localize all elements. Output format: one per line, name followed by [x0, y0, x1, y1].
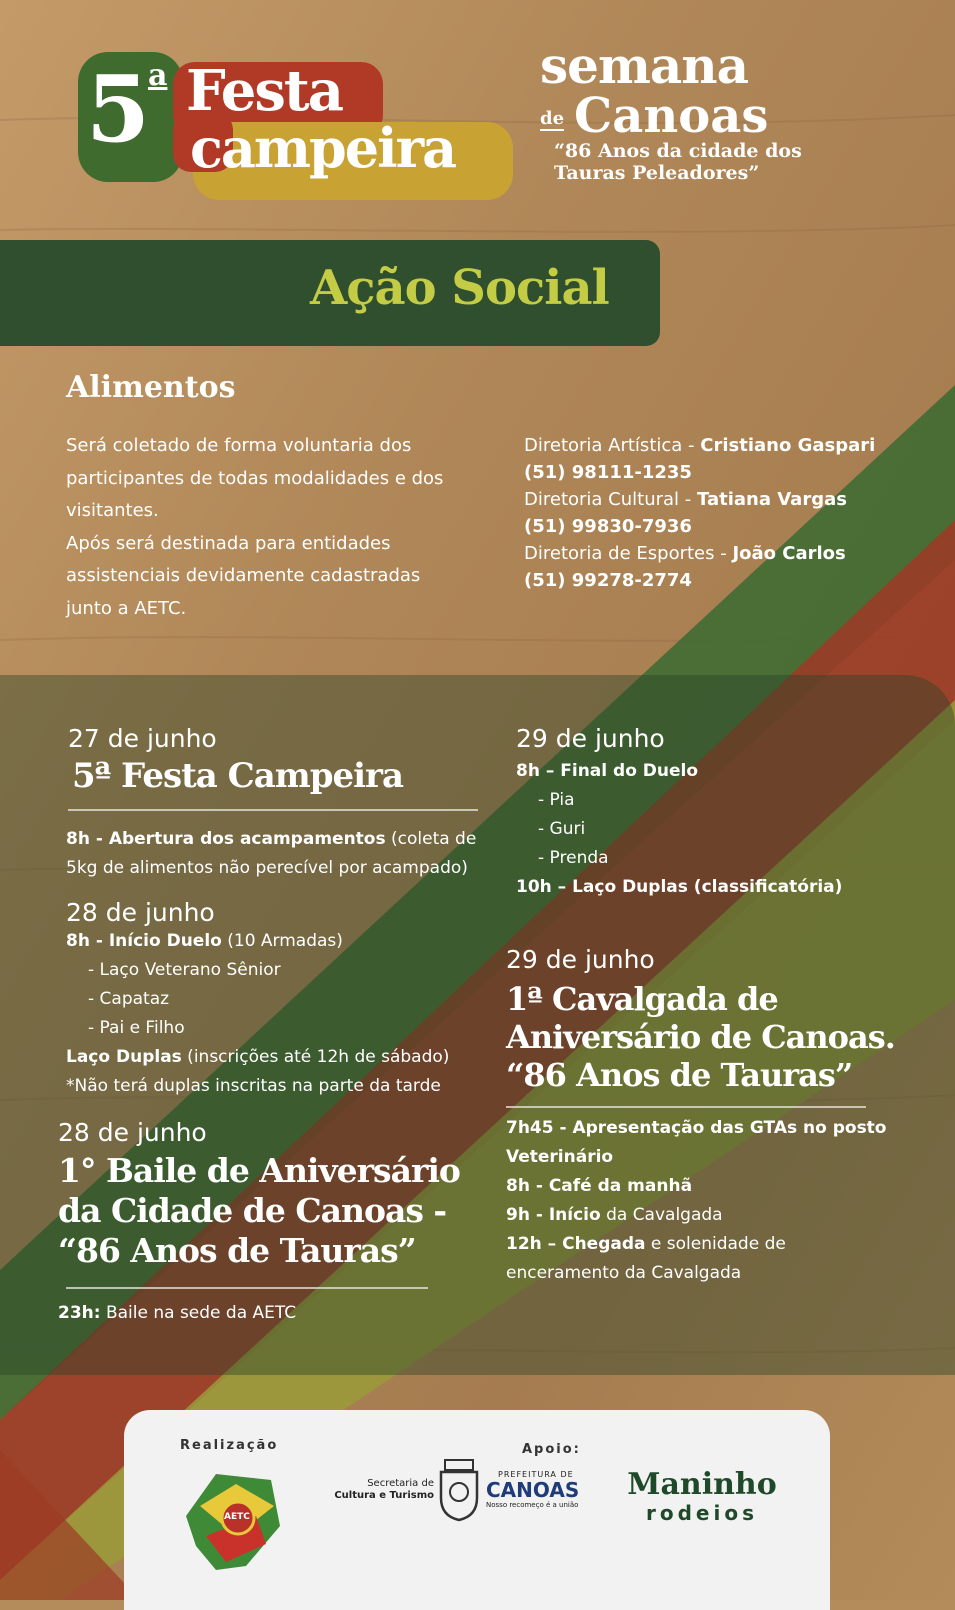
schedule-day-28: [66, 898, 526, 1101]
aetc-logo: [176, 1466, 286, 1576]
desc-line: participantes de todas modalidades e dos: [66, 467, 444, 489]
contact-name: João Carlos: [732, 543, 846, 564]
divider: [68, 809, 478, 811]
contact-phone[interactable]: (51) 99830-7936: [524, 516, 692, 537]
sponsors-footer: [124, 1410, 830, 1610]
maninho-rodeios-logo: [622, 1468, 782, 1524]
secretaria-line1: Secretaria de: [367, 1478, 434, 1489]
day-date: 29 de junho: [506, 945, 655, 974]
alimentos-heading: Alimentos: [66, 370, 236, 405]
divider: [506, 1106, 866, 1108]
item-line2: enceramento da Cavalgada: [506, 1263, 742, 1283]
sub-item: - Pai e Filho: [88, 1018, 185, 1038]
schedule-day-27: [68, 724, 488, 811]
item: 8h – Final do Duelo: [516, 761, 699, 781]
canoas-word: Canoas: [574, 88, 769, 144]
semana-word: semana: [540, 36, 749, 95]
prefeitura-slogan: Nosso recomeço é a união: [486, 1501, 579, 1509]
banner-title: Ação Social: [310, 260, 609, 316]
title-line: 1ª Cavalgada de: [506, 980, 778, 1018]
aetc-text: AETC: [224, 1512, 250, 1522]
tagline-line1: “86 Anos da cidade dos: [554, 140, 802, 162]
contacts-list: [524, 432, 924, 594]
canoas-crest-icon: [437, 1458, 481, 1524]
prefeitura-canoas-logo: [486, 1470, 596, 1509]
contact-role: Diretoria de Esportes -: [524, 543, 733, 564]
item-bold: 8h - Início Duelo: [66, 931, 222, 951]
maninho-line1: Maninho: [627, 1467, 777, 1502]
item-rest: e solenidade de: [645, 1234, 786, 1254]
secretaria-line2: Cultura e Turismo: [334, 1490, 434, 1501]
title-line: “86 Anos de Tauras”: [506, 1056, 853, 1094]
contact-esportes: [524, 540, 924, 567]
title-line: Aniversário de Canoas.: [506, 1018, 895, 1056]
prefeitura-city: CANOAS: [486, 1478, 580, 1502]
day-date: 29 de junho: [516, 724, 665, 753]
edition-number: 5: [86, 55, 151, 163]
contact-name: Cristiano Gaspari: [700, 435, 876, 456]
title-line: da Cidade de Canoas -: [58, 1191, 447, 1230]
maninho-line2: rodeios: [646, 1501, 758, 1525]
title-line: “86 Anos de Tauras”: [58, 1231, 416, 1270]
item-rest: (coleta de: [385, 829, 477, 849]
contact-artistica: [524, 432, 924, 459]
item-rest: da Cavalgada: [600, 1205, 723, 1225]
desc-line: visitantes.: [66, 500, 159, 522]
item-bold: Veterinário: [506, 1147, 614, 1167]
contact-cultural: [524, 486, 924, 513]
edition-suffix: a: [148, 58, 168, 93]
item-bold: 23h:: [58, 1303, 101, 1323]
item-bold: 9h - Início: [506, 1205, 601, 1225]
note: *Não terá duplas inscritas na parte da tarde: [66, 1076, 441, 1096]
title-line: 1° Baile de Aniversário: [58, 1151, 460, 1190]
day-date: 28 de junho: [58, 1118, 207, 1147]
day-27-items: [66, 825, 506, 883]
schedule-day-29-cavalgada: [506, 945, 926, 1288]
desc-line: Será coletado de forma voluntaria dos: [66, 435, 412, 456]
canoas-line: [540, 88, 840, 144]
item-bold: 8h - Café da manhã: [506, 1176, 693, 1196]
festa-campeira-logo: [78, 52, 518, 202]
item-bold: 12h – Chegada: [506, 1234, 646, 1254]
desc-line: Após será destinada para entidades: [66, 532, 391, 554]
prefeitura-label: PREFEITURA DE: [498, 1470, 574, 1479]
desc-line: junto a AETC.: [66, 597, 187, 619]
alimentos-description: [66, 430, 486, 626]
secretaria-logo: [324, 1478, 434, 1502]
acao-social-banner: [0, 240, 660, 346]
item-bold: 8h - Abertura dos acampamentos: [66, 829, 386, 849]
campeira-word: campeira: [190, 116, 456, 180]
item-rest: (inscrições até 12h de sábado): [181, 1047, 450, 1067]
contact-role: Diretoria Artística -: [524, 435, 701, 456]
item-rest: (10 Armadas): [221, 931, 343, 951]
contact-phone[interactable]: (51) 98111-1235: [524, 462, 692, 483]
contact-name: Tatiana Vargas: [696, 489, 847, 510]
apoio-label: Apoio:: [522, 1442, 581, 1457]
de-word: de: [540, 107, 565, 129]
sub-item: - Capataz: [88, 989, 170, 1009]
sub-item: - Laço Veterano Sênior: [88, 960, 281, 980]
sub-item: - Prenda: [538, 848, 609, 868]
day-title: 5ª Festa Campeira: [72, 756, 404, 796]
item: 10h – Laço Duplas (classificatória): [516, 877, 843, 897]
sub-item: - Pia: [538, 790, 575, 810]
contact-role: Diretoria Cultural -: [524, 489, 697, 510]
contact-phone[interactable]: (51) 99278-2774: [524, 570, 692, 591]
item-line2: 5kg de alimentos não perecível por acampado): [66, 858, 468, 878]
item-rest: Baile na sede da AETC: [100, 1303, 297, 1323]
realizacao-label: Realização: [180, 1438, 279, 1453]
schedule-day-29: [516, 724, 916, 902]
schedule-day-28-baile: [58, 1118, 478, 1328]
sub-item: - Guri: [538, 819, 586, 839]
tagline-line2: Tauras Peleadores”: [554, 162, 760, 184]
festa-word: Festa: [186, 58, 343, 124]
divider: [66, 1287, 428, 1289]
item-bold: Laço Duplas: [66, 1047, 182, 1067]
day-date: 28 de junho: [66, 898, 215, 927]
semana-de-canoas-logo: [540, 36, 840, 184]
item-bold: 7h45 - Apresentação das GTAs no posto: [506, 1118, 887, 1138]
day-date: 27 de junho: [68, 724, 217, 753]
desc-line: assistenciais devidamente cadastradas: [66, 565, 421, 587]
